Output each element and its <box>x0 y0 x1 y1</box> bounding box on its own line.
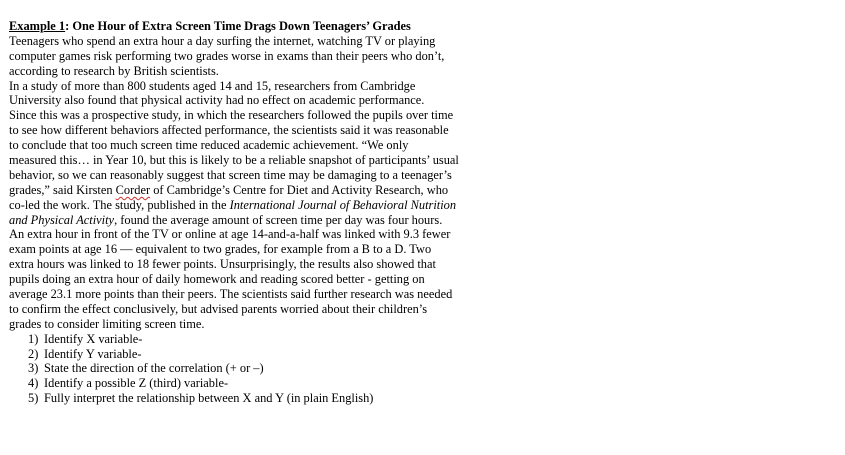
text-line: to confirm the effect conclusively, but advised parents worried about their children’s <box>9 301 428 316</box>
question-number: 5) <box>28 391 39 406</box>
journal-name: and Physical Activity <box>9 212 115 227</box>
question-text: Identify a possible Z (third) variable- <box>44 376 229 391</box>
text-segment: grades,” said Kirsten <box>9 182 116 197</box>
text-line: to conclude that too much screen time reduced academic achievement. “We only <box>9 138 409 153</box>
question-number: 1) <box>28 331 39 346</box>
text-line <box>9 213 509 228</box>
text-line: In a study of more than 800 students aged 14 and 15, researchers from Cambridge <box>9 78 416 93</box>
text-line: Teenagers who spend an extra hour a day surfing the internet, watching TV or playing <box>9 33 436 48</box>
text-line: to see how different behaviors affected performance, the scientists said it was reasonable <box>9 123 449 138</box>
question-text: Fully interpret the relationship between X and Y (in plain English) <box>44 391 374 406</box>
question-item <box>9 391 509 406</box>
spellcheck-word[interactable]: Corder <box>115 182 151 197</box>
question-text: State the direction of the correlation (+ or –) <box>44 361 264 376</box>
question-item <box>9 376 509 391</box>
example-title <box>9 19 509 34</box>
text-line: An extra hour in front of the TV or online at age 14-and-a-half was linked with 9.3 fewer <box>9 227 451 242</box>
question-number: 3) <box>28 361 39 376</box>
text-line: extra hours was linked to 18 fewer points. Unsurprisingly, the results also showed that <box>9 257 436 272</box>
question-item <box>9 361 509 376</box>
journal-name: International Journal of Behavioral Nutrition <box>229 197 457 212</box>
text-line: grades to consider limiting screen time. <box>9 316 205 331</box>
article-headline: : One Hour of Extra Screen Time Drags Down Teenagers’ Grades <box>65 19 411 33</box>
text-line: measured this… in Year 10, but this is likely to be a reliable snapshot of participants’ usual <box>9 153 459 168</box>
document-body <box>9 19 509 406</box>
question-number: 4) <box>28 376 39 391</box>
example-label: Example 1 <box>9 19 66 33</box>
text-line <box>9 198 509 213</box>
text-line: University also found that physical activity had no effect on academic performance. <box>9 93 425 108</box>
text-line: computer games risk performing two grades worse in exams than their peers who don’t, <box>9 48 445 63</box>
question-item <box>9 347 509 362</box>
text-line: average 23.1 more points than their peers. The scientists said further research was needed <box>9 287 453 302</box>
question-list <box>9 332 509 406</box>
text-line <box>9 183 509 198</box>
text-line: behavior, so we can reasonably suggest that screen time may be damaging to a teenager’s <box>9 167 452 182</box>
question-number: 2) <box>28 346 39 361</box>
question-text: Identify X variable- <box>44 331 143 346</box>
text-segment: co-led the work. The study, published in the <box>9 197 230 212</box>
question-item <box>9 332 509 347</box>
text-line: pupils doing an extra hour of daily homework and reading scored better - getting on <box>9 272 425 287</box>
text-line: exam points at age 16 — equivalent to two grades, for example from a B to a D. Two <box>9 242 432 257</box>
text-segment: of Cambridge’s Centre for Diet and Activity Research, who <box>150 182 449 197</box>
text-line: Since this was a prospective study, in which the researchers followed the pupils over time <box>9 108 454 123</box>
question-text: Identify Y variable- <box>44 346 142 361</box>
text-line: according to research by British scientists. <box>9 63 219 78</box>
text-segment: , found the average amount of screen time per day was four hours. <box>114 212 443 227</box>
